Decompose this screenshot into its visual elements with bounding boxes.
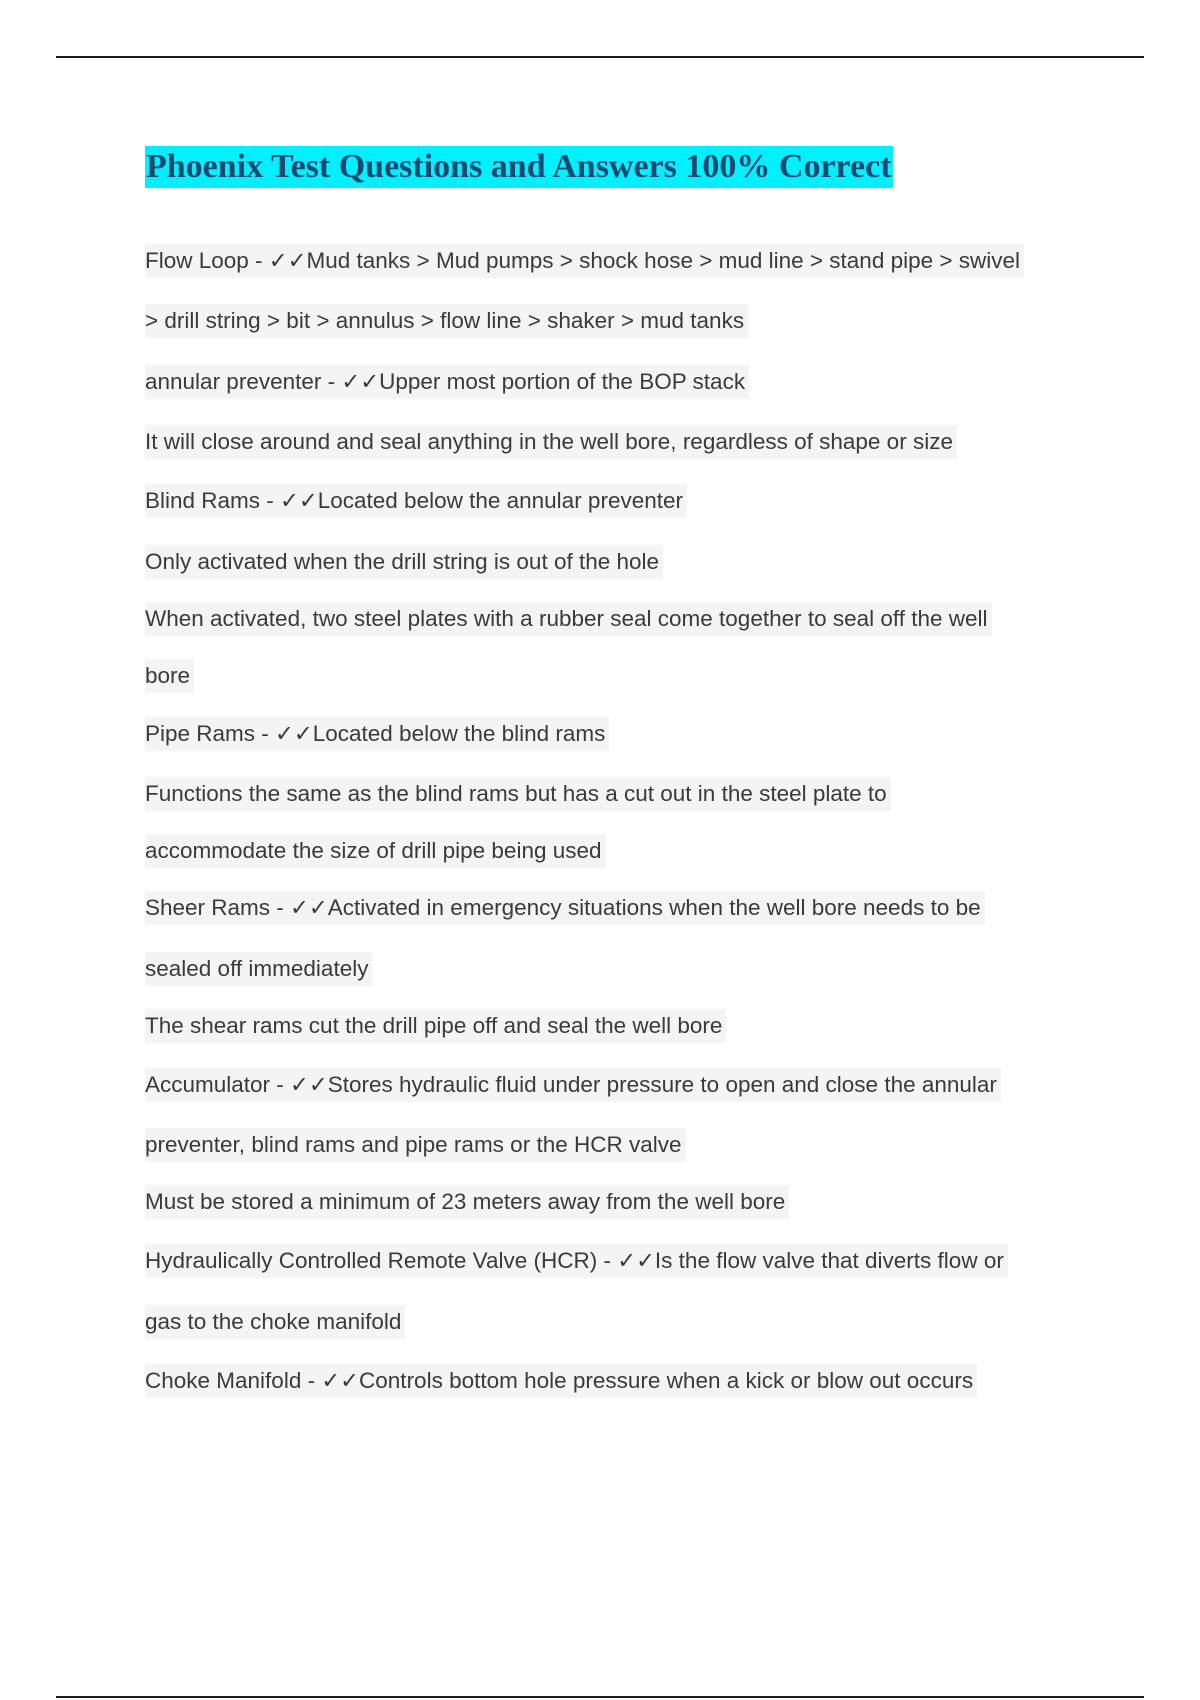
- text-line: Blind Rams - ✓✓Located below the annular preventer: [145, 484, 687, 518]
- text-line: Only activated when the drill string is out of the hole: [145, 545, 663, 579]
- top-rule: [56, 56, 1144, 58]
- bottom-rule: [56, 1696, 1144, 1698]
- text-line: bore: [145, 659, 194, 693]
- text-line: > drill string > bit > annulus > flow line > shaker > mud tanks: [145, 304, 748, 338]
- text-line: Choke Manifold - ✓✓Controls bottom hole pressure when a kick or blow out occurs: [145, 1364, 977, 1398]
- text-line: Accumulator - ✓✓Stores hydraulic fluid under pressure to open and close the annular: [145, 1068, 1001, 1102]
- text-line: gas to the choke manifold: [145, 1305, 405, 1339]
- text-line: sealed off immediately: [145, 952, 372, 986]
- document-title: Phoenix Test Questions and Answers 100% Correct: [145, 146, 893, 188]
- text-line: Must be stored a minimum of 23 meters away from the well bore: [145, 1185, 789, 1219]
- text-line: Pipe Rams - ✓✓Located below the blind rams: [145, 717, 609, 751]
- text-line: Functions the same as the blind rams but has a cut out in the steel plate to: [145, 777, 891, 811]
- text-line: The shear rams cut the drill pipe off and seal the well bore: [145, 1009, 726, 1043]
- text-line: Flow Loop - ✓✓Mud tanks > Mud pumps > shock hose > mud line > stand pipe > swivel: [145, 244, 1024, 278]
- text-line: Hydraulically Controlled Remote Valve (HCR) - ✓✓Is the flow valve that diverts flow or: [145, 1244, 1008, 1278]
- text-line: It will close around and seal anything in the well bore, regardless of shape or size: [145, 425, 957, 459]
- text-line: When activated, two steel plates with a rubber seal come together to seal off the well: [145, 602, 992, 636]
- text-line: Sheer Rams - ✓✓Activated in emergency situations when the well bore needs to be: [145, 891, 985, 925]
- text-line: annular preventer - ✓✓Upper most portion of the BOP stack: [145, 365, 749, 399]
- text-line: accommodate the size of drill pipe being used: [145, 834, 606, 868]
- text-line: preventer, blind rams and pipe rams or the HCR valve: [145, 1128, 686, 1162]
